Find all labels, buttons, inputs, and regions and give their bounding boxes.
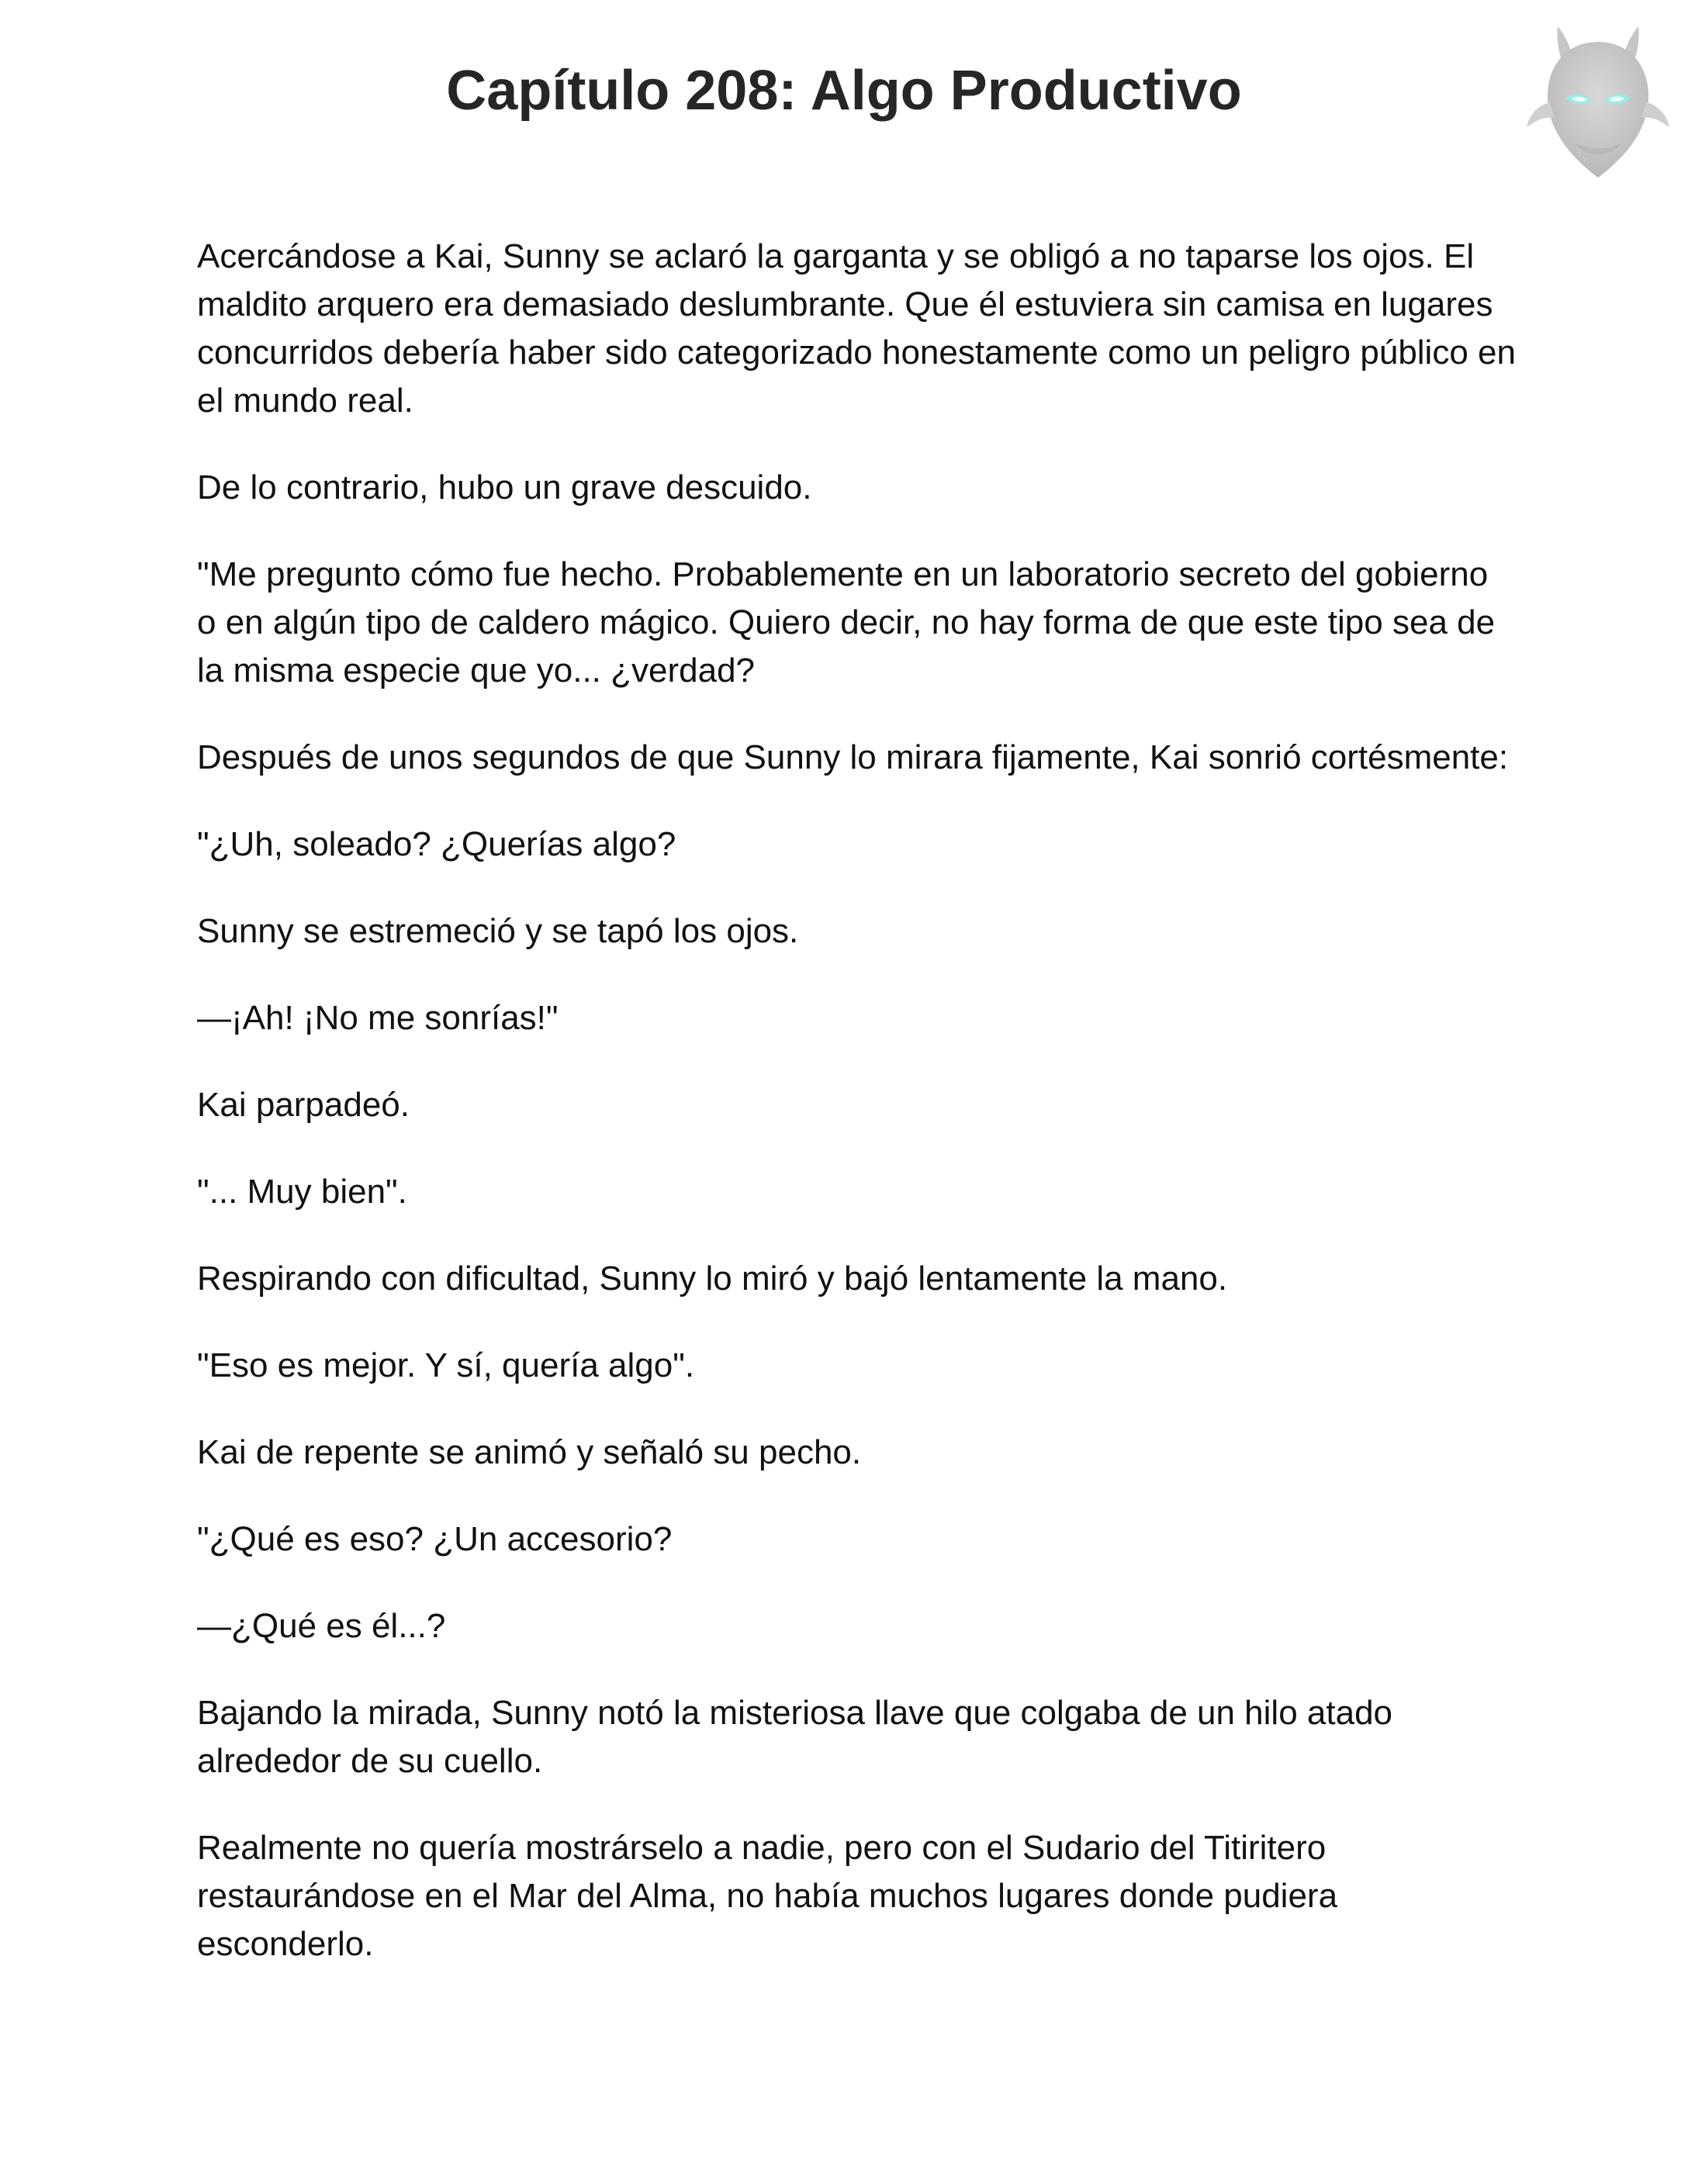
chapter-title: Capítulo 208: Algo Productivo — [446, 60, 1242, 122]
demon-head-logo-icon — [1520, 11, 1676, 189]
paragraph: —¡Ah! ¡No me sonrías!" — [197, 999, 559, 1037]
paragraph: "Me pregunto cómo fue hecho. Probablemente en un laboratorio secreto del gobierno o en algún tipo de caldero mágico. Quiero decir, no hay forma de que este tipo sea de la misma especie que yo... ¿verdad? — [197, 555, 1496, 689]
paragraph: Kai parpadeó. — [197, 1086, 410, 1124]
chapter-body — [197, 233, 1516, 2007]
paragraph: "¿Qué es eso? ¿Un accesorio? — [197, 1520, 673, 1558]
paragraph: Realmente no quería mostrárselo a nadie, pero con el Sudario del Titiritero restaurándose en el Mar del Alma, no había muchos lugares donde pudiera esconderlo. — [197, 1829, 1338, 1963]
paragraph: De lo contrario, hubo un grave descuido. — [197, 468, 812, 506]
paragraph: Bajando la mirada, Sunny notó la misteriosa llave que colgaba de un hilo atado alrededor de su cuello. — [197, 1694, 1393, 1780]
paragraph: Kai de repente se animó y señaló su pecho. — [197, 1433, 862, 1471]
paragraph: Respirando con dificultad, Sunny lo miró y bajó lentamente la mano. — [197, 1260, 1228, 1298]
paragraph: "Eso es mejor. Y sí, quería algo". — [197, 1346, 695, 1384]
paragraph: —¿Qué es él...? — [197, 1607, 446, 1645]
paragraph: "¿Uh, soleado? ¿Querías algo? — [197, 825, 676, 863]
paragraph: Después de unos segundos de que Sunny lo mirara fijamente, Kai sonrió cortésmente: — [197, 738, 1509, 776]
paragraph: Acercándose a Kai, Sunny se aclaró la garganta y se obligó a no taparse los ojos. El maldito arquero era demasiado deslumbrante. Que él estuviera sin camisa en lugares concurridos debería haber sido categorizado honestamente como un peligro público en el mundo real. — [197, 237, 1516, 420]
paragraph: Sunny se estremeció y se tapó los ojos. — [197, 912, 799, 950]
paragraph: "... Muy bien". — [197, 1173, 407, 1211]
